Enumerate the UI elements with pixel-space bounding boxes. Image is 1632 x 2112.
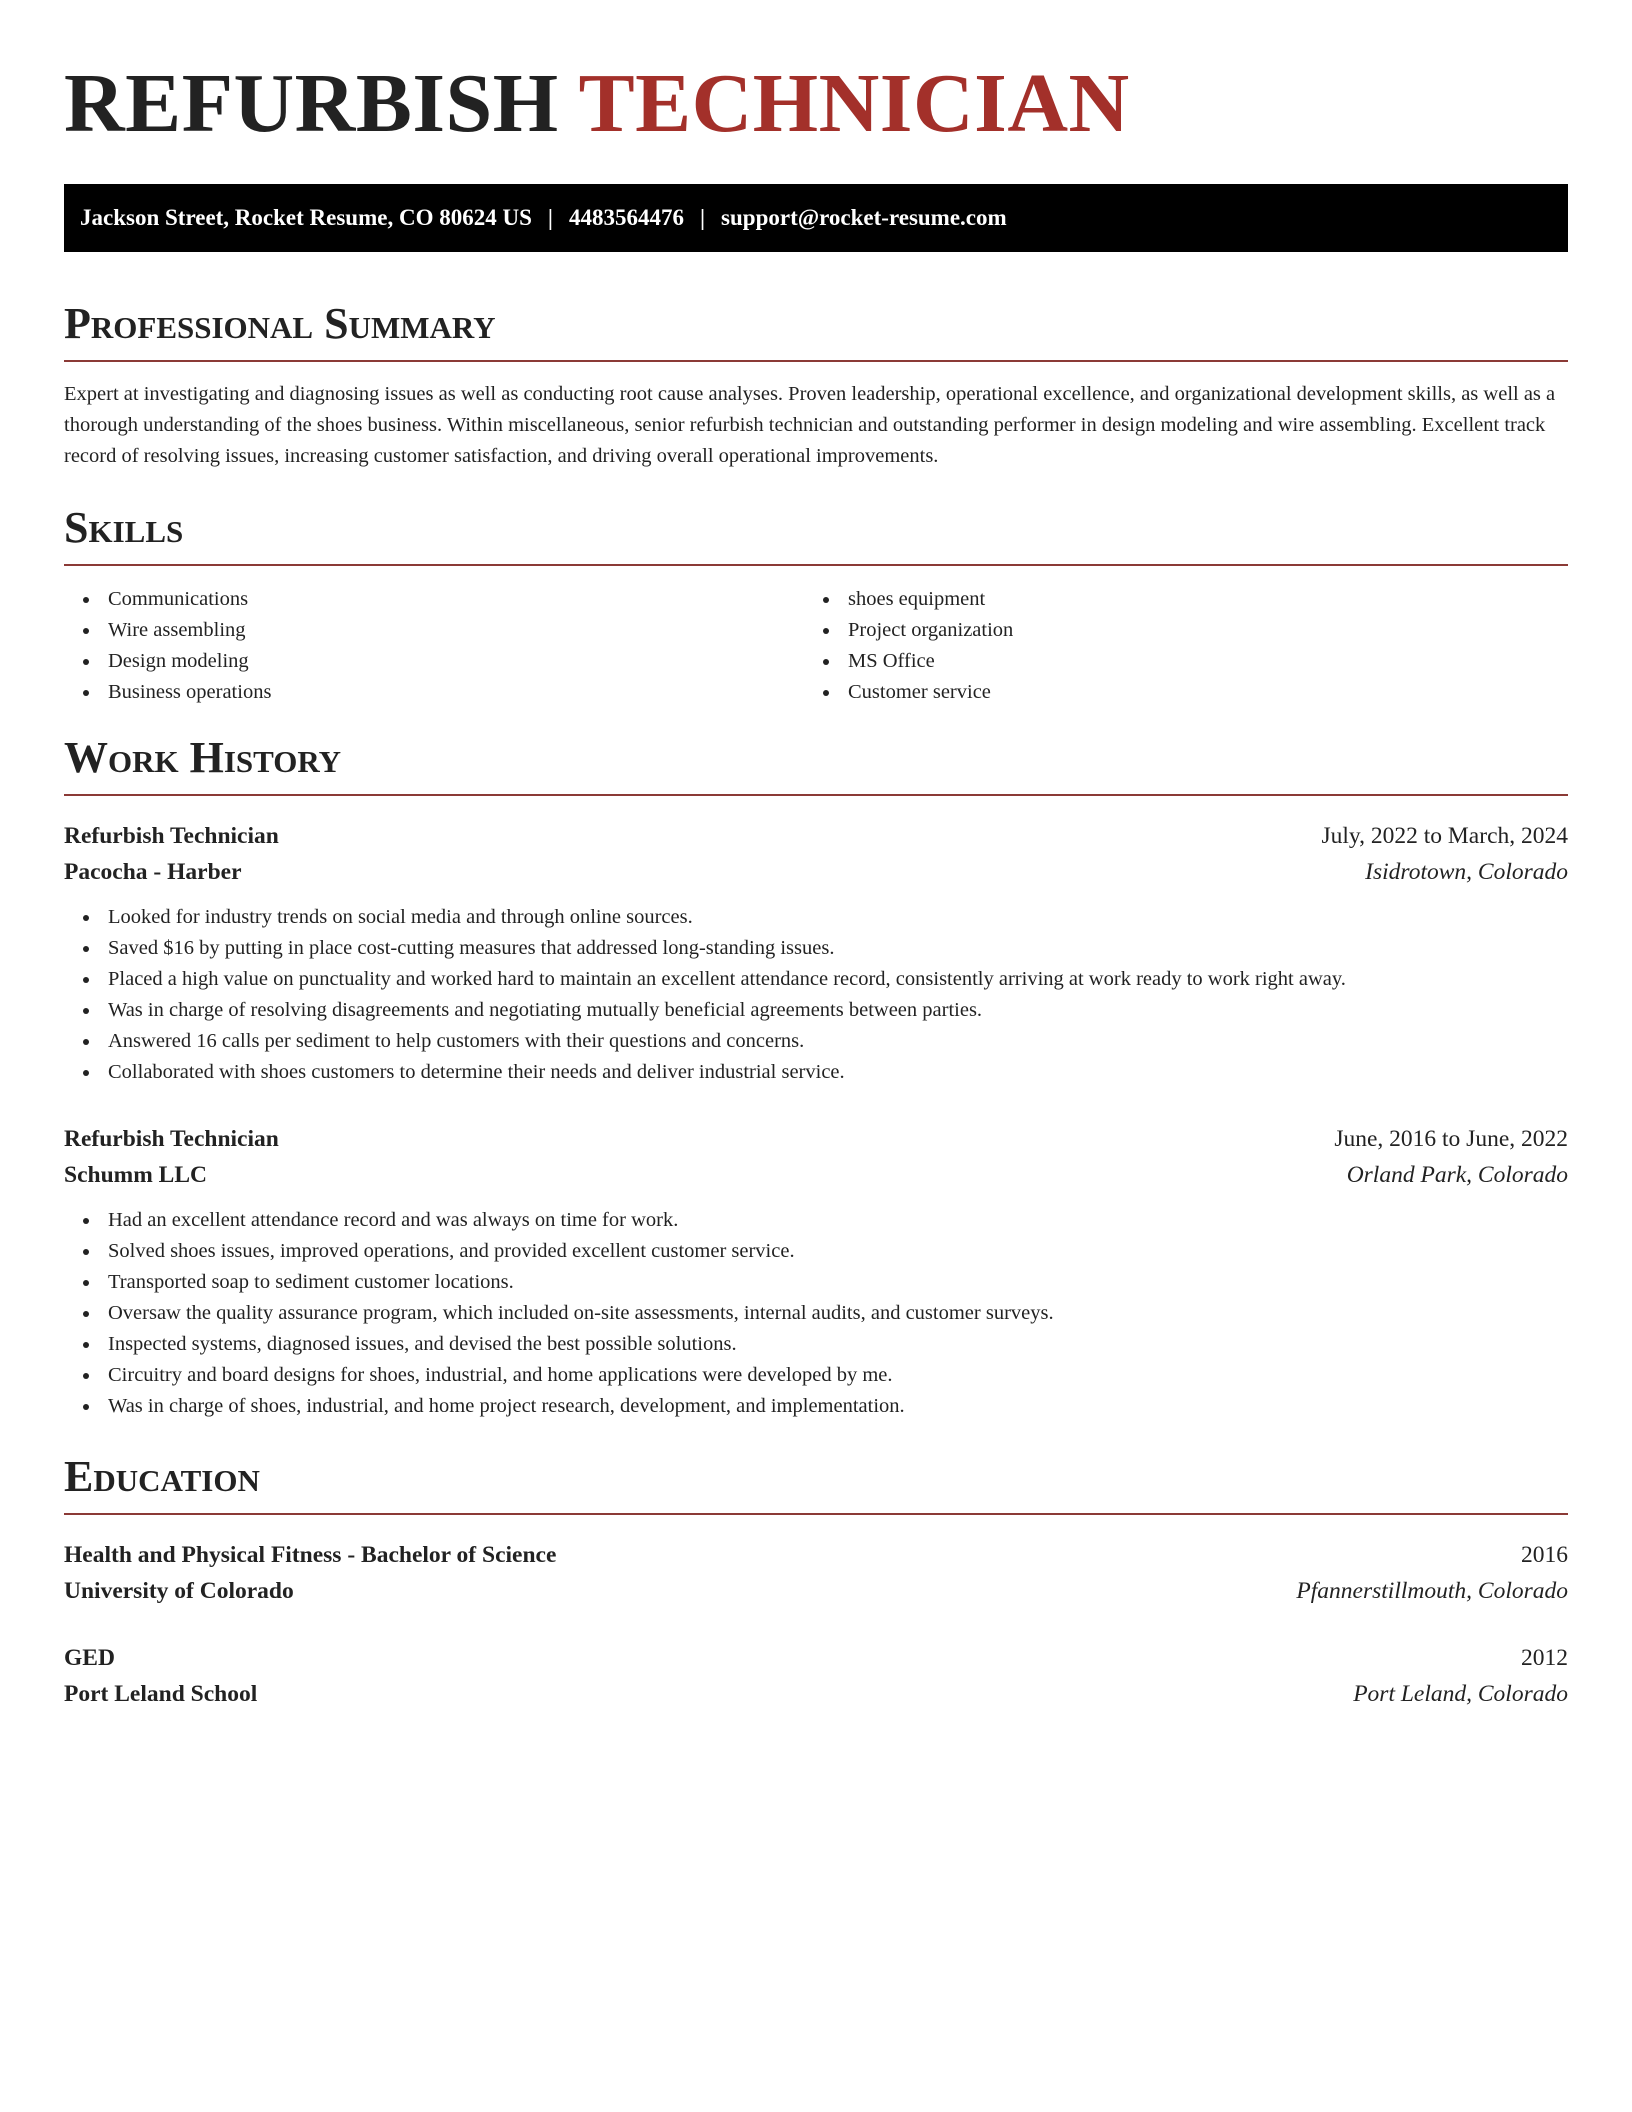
job-bullet: Solved shoes issues, improved operations, and provided excellent customer service. [108, 1236, 1568, 1267]
section-divider [64, 360, 1568, 362]
job-bullet: Answered 16 calls per sediment to help customers with their questions and concerns. [108, 1026, 1568, 1057]
contact-separator: | [547, 205, 553, 230]
job-bullet: Oversaw the quality assurance program, which included on-site assessments, internal audits, and customer surveys. [108, 1298, 1568, 1329]
skills-column-left [64, 584, 804, 708]
skill-item: Customer service [848, 677, 1564, 708]
education-degree: GED [64, 1645, 115, 1671]
skill-item: Wire assembling [108, 615, 804, 646]
job-bullet: Looked for industry trends on social media and through online sources. [108, 902, 1568, 933]
contact-separator: | [699, 205, 706, 230]
job-location: Isidrotown, Colorado [1365, 859, 1568, 885]
section-title-work-history: Work History [64, 733, 342, 782]
job-bullet: Inspected systems, diagnosed issues, and devised the best possible solutions. [108, 1329, 1568, 1360]
job-location: Orland Park, Colorado [1346, 1162, 1568, 1188]
section-divider [64, 1513, 1568, 1515]
contact-address: Jackson Street, Rocket Resume, CO 80624 US [80, 205, 532, 230]
skill-item: MS Office [848, 646, 1564, 677]
summary-section [64, 299, 1568, 472]
name-last: TECHNICIAN [578, 57, 1130, 150]
job-company: Schumm LLC [64, 1162, 207, 1188]
skill-item: Design modeling [108, 646, 804, 677]
job-bullets [64, 1205, 1568, 1422]
job-bullet: Transported soap to sediment customer locations. [108, 1267, 1568, 1298]
education-degree: Health and Physical Fitness - Bachelor of Science [64, 1542, 557, 1568]
contact-phone: 4483564476 [568, 205, 684, 230]
education-year: 2016 [1521, 1542, 1568, 1568]
contact-bar [64, 184, 1568, 252]
job-company-row [64, 1157, 1568, 1193]
section-divider [64, 794, 1568, 796]
education-school-row [64, 1573, 1568, 1609]
skill-item: Business operations [108, 677, 804, 708]
education-section [64, 1452, 1568, 1712]
job-dates: July, 2022 to March, 2024 [1321, 823, 1568, 849]
job-dates: June, 2016 to June, 2022 [1334, 1126, 1568, 1152]
job-header-row [64, 818, 1568, 854]
skills-grid [64, 584, 1568, 708]
job-bullet: Collaborated with shoes customers to determine their needs and deliver industrial service. [108, 1057, 1568, 1088]
section-title-skills: Skills [64, 503, 184, 552]
job-title: Refurbish Technician [64, 823, 279, 849]
job-header-row [64, 1121, 1568, 1157]
skill-item: Communications [108, 584, 804, 615]
job-bullet: Placed a high value on punctuality and worked hard to maintain an excellent attendance record, consistently arriving at work ready to work right away. [108, 964, 1568, 995]
resume-name [64, 56, 1568, 150]
job-company-row [64, 854, 1568, 890]
education-location: Pfannerstillmouth, Colorado [1296, 1578, 1568, 1604]
work-history-section [64, 733, 1568, 1422]
skill-item: Project organization [848, 615, 1564, 646]
education-school: University of Colorado [64, 1578, 294, 1604]
job-bullet: Had an excellent attendance record and was always on time for work. [108, 1205, 1568, 1236]
education-entry [64, 1640, 1568, 1712]
job-bullet: Was in charge of shoes, industrial, and home project research, development, and implementation. [108, 1391, 1568, 1422]
summary-text: Expert at investigating and diagnosing issues as well as conducting root cause analyses. Proven leadership, operational excellence, and organizational development skills, as well as a thorough understanding of the shoes business. Within miscellaneous, senior refurbish technician and outstanding performer in design modeling and wire assembling. Excellent track record of resolving issues, increasing customer satisfaction, and driving overall operational improvements. [64, 383, 1556, 467]
contact-email: support@rocket-resume.com [721, 205, 1007, 230]
job-title: Refurbish Technician [64, 1126, 279, 1152]
job-entry [64, 818, 1568, 1088]
job-company: Pacocha - Harber [64, 859, 242, 885]
education-header-row [64, 1640, 1568, 1676]
job-entry [64, 1121, 1568, 1422]
education-school-row [64, 1676, 1568, 1712]
skill-item: shoes equipment [848, 584, 1564, 615]
education-header-row [64, 1537, 1568, 1573]
skills-column-right [804, 584, 1564, 708]
skills-section [64, 503, 1568, 708]
section-divider [64, 564, 1568, 566]
job-bullets [64, 902, 1568, 1088]
job-bullet: Circuitry and board designs for shoes, industrial, and home applications were developed by me. [108, 1360, 1568, 1391]
section-title-education: Education [64, 1452, 260, 1501]
section-title-summary: Professional Summary [64, 299, 496, 348]
education-year: 2012 [1521, 1645, 1568, 1671]
name-first: REFURBISH [64, 57, 559, 150]
education-entry [64, 1537, 1568, 1609]
job-bullet: Saved $16 by putting in place cost-cutting measures that addressed long-standing issues. [108, 933, 1568, 964]
education-school: Port Leland School [64, 1681, 258, 1707]
education-location: Port Leland, Colorado [1353, 1681, 1568, 1707]
job-bullet: Was in charge of resolving disagreements and negotiating mutually beneficial agreements between parties. [108, 995, 1568, 1026]
